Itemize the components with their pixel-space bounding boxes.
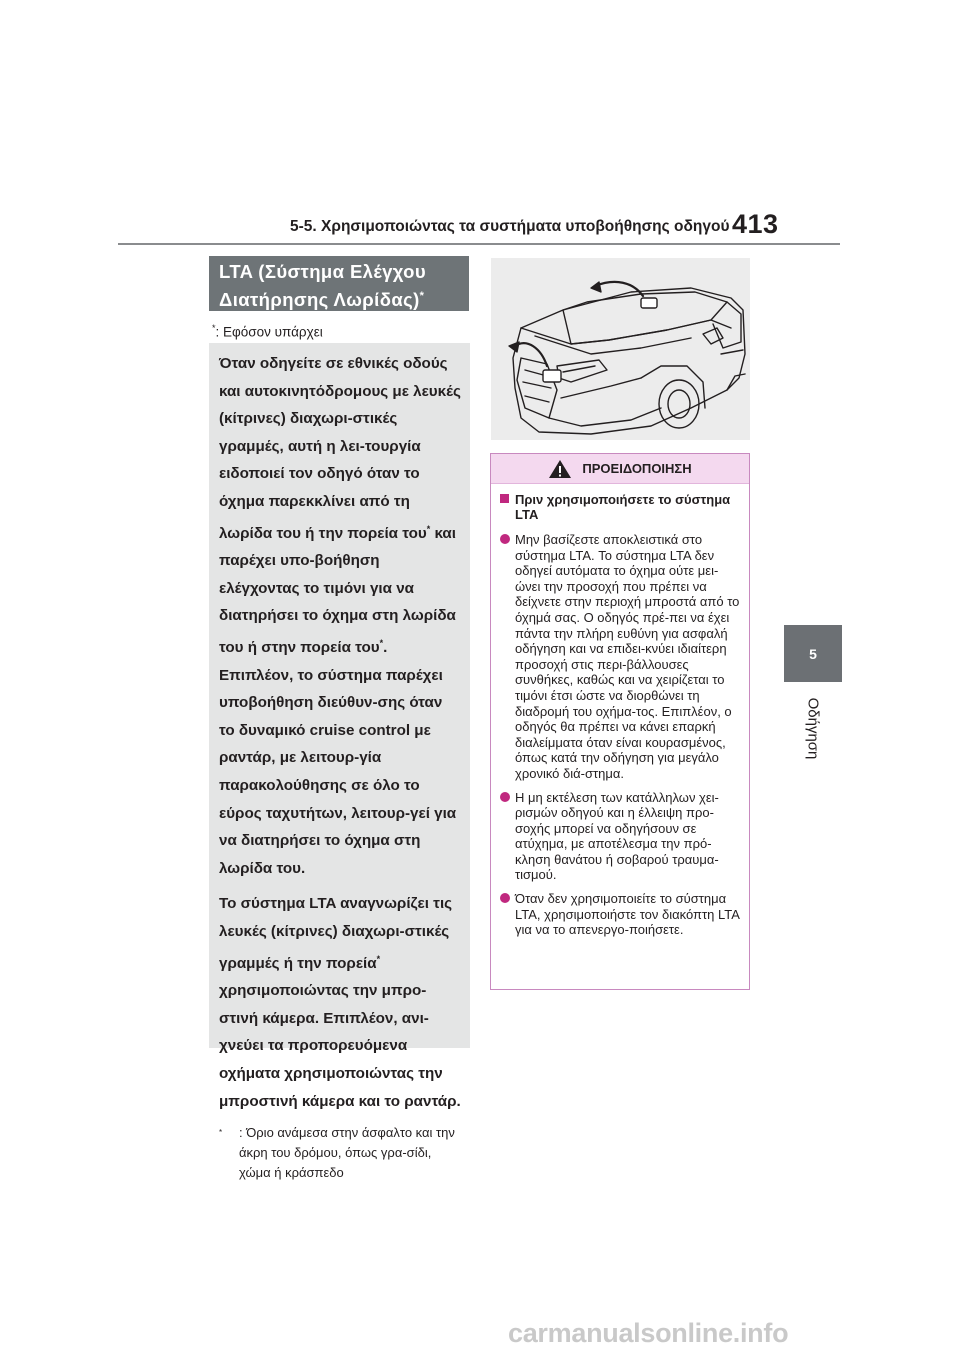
suv-camera-radar-drawing — [491, 258, 750, 440]
circle-bullet-icon — [500, 534, 510, 544]
footnote-mark: * — [212, 323, 216, 333]
section-title-line2: Διατήρησης Λωρίδας) — [219, 289, 420, 311]
warning-item-text: Όταν δεν χρησιμοποιείτε το σύστημα LTA, χρησιμοποιήστε τον διακόπτη LTA για να το απενεργο-ποιήσετε. — [515, 891, 740, 938]
chapter-label: Οδήγηση — [804, 697, 822, 759]
chapter-number: 5 — [809, 645, 817, 662]
intro-p1-mark2: * — [379, 638, 384, 648]
watermark[interactable]: carmanualsonline.info — [508, 1318, 789, 1348]
intro-paragraph-1 — [219, 350, 462, 882]
section-title-mark: * — [419, 290, 425, 302]
intro-p1-part1: Όταν οδηγείτε σε εθνικές οδούς και αυτοκινητόδρομους με λευκές (κίτρινες) διαχωρι-στικές γραμμές, αυτή η λει-τουργία ειδοποιεί τον οδηγό όταν το όχημα παρεκκλίνει από τη λωρίδα του ή την πορεία του — [219, 355, 461, 542]
warning-title: ΠΡΟΕΙΔΟΠΟΙΗΣΗ — [582, 461, 692, 476]
chapter-tab[interactable] — [784, 625, 842, 682]
section-title-box — [209, 256, 469, 311]
section-title-line1: LTA (Σύστημα Ελέγχου — [219, 261, 427, 282]
intro-p1-part3: . Επιπλέον, το σύστημα παρέχει υποβοήθηση διεύθυν-σης όταν το δυναμικό cruise control με ραντάρ, με λειτουρ-γία παρακολούθησης σε όλο το εύρος ταχυτήτων, λειτουρ-γεί για να διατηρήσει το όχημα στη λωρίδα του. — [219, 639, 457, 877]
warning-item — [500, 891, 741, 938]
intro-p1-part2: και παρέχει υπο-βοήθηση ελέγχοντας το τιμόνι για να διατηρήσει το όχημα στη λωρίδα του ή στην πορεία του — [219, 524, 456, 657]
warning-item — [500, 790, 741, 884]
intro-box — [209, 343, 470, 1181]
header-rule — [118, 243, 840, 245]
circle-bullet-icon — [500, 792, 510, 802]
car-illustration — [491, 258, 750, 440]
chapter-label-container — [778, 688, 848, 768]
warning-header — [491, 454, 749, 484]
intro-note-mark-wrap — [219, 1123, 239, 1183]
section-title-line2-wrap — [219, 284, 459, 312]
intro-note-text: : Όριο ανάμεσα στην άσφαλτο και την άκρη του δρόμου, όπως γρα-σίδι, χώμα ή κράσπεδο — [239, 1125, 455, 1181]
warning-subheading — [500, 492, 741, 522]
warning-box — [490, 453, 750, 990]
intro-p1-mark1: * — [426, 523, 431, 534]
warning-item-text: Μην βασίζεστε αποκλειστικά στο σύστημα LTA. Το σύστημα LTA δεν οδηγεί αυτόματα το όχημα ούτε μει-ώνει την προσοχή που πρέπει να δείχνετε στην περιοχή μπροστά από το όχημά σας. Ο οδηγός πρέ-πει να έχει πάντα την πλήρη ευθύνη για ασφαλή οδήγηση και να επιδει-κνύει ιδιαίτερη προσοχή στις περι-βάλλουσες συνθήκες, καθώς και να χειρίζεται το τιμόνι έτσι ώστε να διορθώνει τη διαδρομή του οχήμα-τος. Επιπλέον, ο οδηγός θα πρέπει να κάνει επαρκή διαλείμματα όταν είναι κουρασμένος, όπως κατά την οδήγηση για μεγάλο χρονικό διά-στημα. — [515, 532, 740, 781]
availability-footnote — [212, 323, 323, 340]
warning-item — [500, 532, 741, 782]
intro-p2-mark: * — [376, 953, 381, 964]
warning-triangle-icon — [548, 459, 572, 479]
page-number: 413 — [732, 209, 779, 239]
intro-note — [219, 1123, 462, 1183]
intro-paragraph-2 — [219, 890, 462, 1115]
running-header-title: 5-5. Χρησιμοποιώντας τα συστήματα υποβοήθησης οδηγού — [290, 218, 730, 235]
intro-p2-part2: χρησιμοποιώντας την μπρο-στινή κάμερα. Επιπλέον, ανι-χνεύει τα προπορευόμενα οχήματα χρησιμοποιώντας την μπροστινή κάμερα και το ραντάρ. — [219, 982, 461, 1110]
intro-note-mark: * — [219, 1128, 223, 1138]
warning-item-text: Η μη εκτέλεση των κατάλληλων χει-ρισμών οδηγού και η έλλειψη προ-σοχής μπορεί να οδηγήσουν σε ατύχημα, με αποτέλεσμα την πρό-κληση θανάτου ή σοβαρού τραυμα-τισμού. — [515, 789, 719, 883]
intro-p2-part1: Το σύστημα LTA αναγνωρίζει τις λευκές (κίτρινες) διαχωρι-στικές γραμμές ή την πορεία — [219, 895, 453, 972]
warning-subheading-text: Πριν χρησιμοποιήσετε το σύστημα LTA — [515, 492, 731, 522]
footnote-text: : Εφόσον υπάρχει — [215, 324, 323, 340]
circle-bullet-icon — [500, 893, 510, 903]
warning-body — [491, 484, 749, 938]
square-bullet-icon — [500, 494, 509, 503]
